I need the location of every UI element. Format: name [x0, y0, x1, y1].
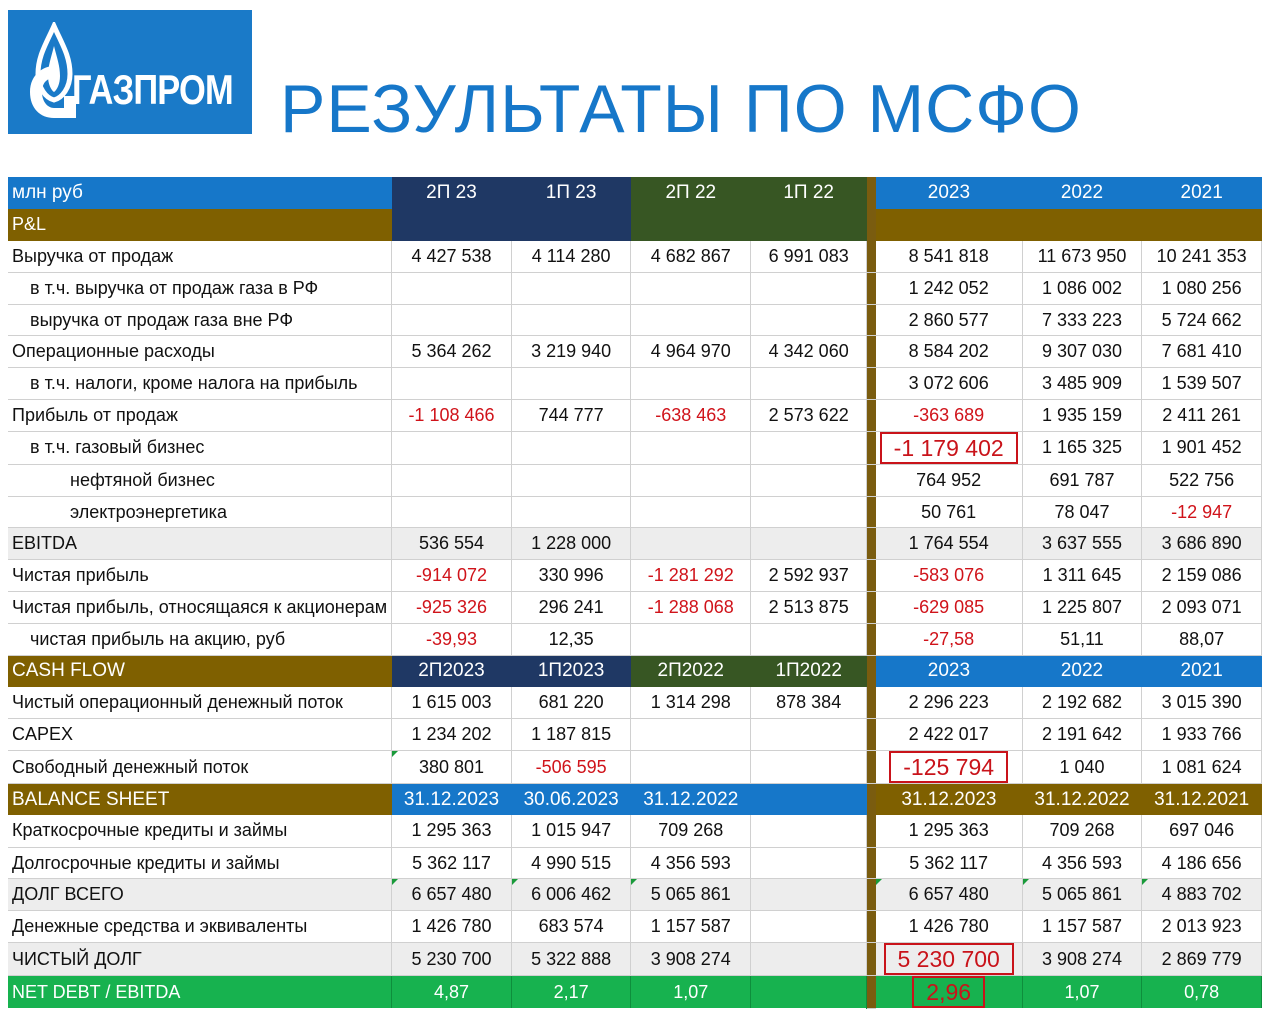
row-label: Операционные расходы [8, 336, 392, 368]
table-row [8, 304, 1262, 336]
value-cell: 1 311 645 [1022, 560, 1142, 592]
column-separator [867, 815, 876, 847]
row-label: Чистый операционный денежный поток [8, 687, 392, 719]
table-row [8, 976, 1262, 1009]
value-cell: 2022 [1022, 177, 1142, 209]
value-cell: 5 065 861 [1022, 879, 1142, 911]
column-separator [867, 592, 876, 624]
value-cell [751, 784, 867, 816]
value-cell: 2023 [876, 177, 1022, 209]
value-cell: 51,11 [1022, 623, 1142, 655]
highlighted-value: -1 179 402 [880, 432, 1018, 464]
section-row [8, 177, 1262, 209]
value-cell: 4 682 867 [631, 241, 751, 273]
value-cell: 7 333 223 [1022, 304, 1142, 336]
value-cell: 5 364 262 [392, 336, 512, 368]
row-label: чистая прибыль на акцию, руб [8, 623, 392, 655]
value-cell [511, 304, 631, 336]
value-cell: 1 157 587 [631, 911, 751, 943]
value-cell: 2 159 086 [1142, 560, 1262, 592]
value-cell: 2 422 017 [876, 719, 1022, 751]
value-cell: 764 952 [876, 464, 1022, 496]
value-cell: 2 513 875 [751, 592, 867, 624]
column-separator [867, 209, 876, 241]
table-row [8, 879, 1262, 911]
value-cell [876, 976, 1022, 1009]
value-cell: 1 081 624 [1142, 751, 1262, 784]
value-cell: 878 384 [751, 687, 867, 719]
value-cell: 1П 23 [511, 177, 631, 209]
table-row [8, 911, 1262, 943]
column-separator [867, 655, 876, 687]
value-cell: 3 637 555 [1022, 528, 1142, 560]
value-cell: 1 015 947 [511, 815, 631, 847]
value-cell: -925 326 [392, 592, 512, 624]
row-label: электроэнергетика [8, 496, 392, 528]
value-cell: 1 295 363 [876, 815, 1022, 847]
column-separator [867, 400, 876, 432]
value-cell: 4 114 280 [511, 241, 631, 273]
value-cell: 1 615 003 [392, 687, 512, 719]
value-cell [392, 272, 512, 304]
table-row [8, 847, 1262, 879]
section-row [8, 209, 1262, 241]
value-cell: -1 281 292 [631, 560, 751, 592]
column-separator [867, 368, 876, 400]
value-cell: 4 356 593 [631, 847, 751, 879]
value-cell: 2 573 622 [751, 400, 867, 432]
value-cell: 4,87 [392, 976, 512, 1009]
table-row [8, 431, 1262, 464]
column-separator [867, 751, 876, 784]
value-cell: 1 187 815 [511, 719, 631, 751]
value-cell: 1 080 256 [1142, 272, 1262, 304]
value-cell [392, 368, 512, 400]
value-cell: 4 356 593 [1022, 847, 1142, 879]
row-label: выручка от продаж газа вне РФ [8, 304, 392, 336]
value-cell: 3 908 274 [1022, 943, 1142, 976]
table-row [8, 241, 1262, 273]
value-cell: -638 463 [631, 400, 751, 432]
row-label: Выручка от продаж [8, 241, 392, 273]
value-cell [751, 623, 867, 655]
value-cell [751, 943, 867, 976]
value-cell [751, 719, 867, 751]
section-row [8, 655, 1262, 687]
value-cell: 4 342 060 [751, 336, 867, 368]
value-cell: 31.12.2023 [392, 784, 512, 816]
row-label: Прибыль от продаж [8, 400, 392, 432]
value-cell: 6 657 480 [876, 879, 1022, 911]
value-cell: 10 241 353 [1142, 241, 1262, 273]
value-cell [1022, 209, 1142, 241]
value-cell: -27,58 [876, 623, 1022, 655]
value-cell: 5 322 888 [511, 943, 631, 976]
value-cell: 1 764 554 [876, 528, 1022, 560]
value-cell: 1 225 807 [1022, 592, 1142, 624]
row-label: в т.ч. выручка от продаж газа в РФ [8, 272, 392, 304]
value-cell: 31.12.2023 [876, 784, 1022, 816]
value-cell [631, 496, 751, 528]
value-cell: 31.12.2022 [631, 784, 751, 816]
value-cell: 2 191 642 [1022, 719, 1142, 751]
value-cell: 1,07 [1022, 976, 1142, 1009]
value-cell [751, 496, 867, 528]
value-cell: 5 230 700 [392, 943, 512, 976]
table-row [8, 592, 1262, 624]
row-label: ЧИСТЫЙ ДОЛГ [8, 943, 392, 976]
value-cell [631, 304, 751, 336]
value-cell: 1 165 325 [1022, 431, 1142, 464]
value-cell: 4 990 515 [511, 847, 631, 879]
column-separator [867, 431, 876, 464]
value-cell [392, 209, 512, 241]
table-row [8, 623, 1262, 655]
value-cell: 3 908 274 [631, 943, 751, 976]
value-cell [751, 751, 867, 784]
value-cell [751, 272, 867, 304]
value-cell [631, 719, 751, 751]
value-cell: 2 192 682 [1022, 687, 1142, 719]
table-row [8, 464, 1262, 496]
table-row [8, 560, 1262, 592]
value-cell: 12,35 [511, 623, 631, 655]
value-cell: 5 362 117 [876, 847, 1022, 879]
table-row [8, 943, 1262, 976]
value-cell: 4 883 702 [1142, 879, 1262, 911]
row-label: Свободный денежный поток [8, 751, 392, 784]
value-cell: 691 787 [1022, 464, 1142, 496]
column-separator [867, 304, 876, 336]
value-cell: 2П 22 [631, 177, 751, 209]
column-separator [867, 560, 876, 592]
value-cell: 6 991 083 [751, 241, 867, 273]
row-label: в т.ч. налоги, кроме налога на прибыль [8, 368, 392, 400]
value-cell: 2021 [1142, 177, 1262, 209]
value-cell: -1 108 466 [392, 400, 512, 432]
column-separator [867, 719, 876, 751]
row-label: ДОЛГ ВСЕГО [8, 879, 392, 911]
table-row [8, 496, 1262, 528]
value-cell: 709 268 [1022, 815, 1142, 847]
highlighted-value: -125 794 [889, 751, 1008, 783]
row-label: млн руб [8, 177, 392, 209]
value-cell [751, 879, 867, 911]
value-cell: 1 539 507 [1142, 368, 1262, 400]
row-label: Чистая прибыль [8, 560, 392, 592]
value-cell: 8 584 202 [876, 336, 1022, 368]
value-cell: -363 689 [876, 400, 1022, 432]
value-cell [751, 464, 867, 496]
table-row [8, 400, 1262, 432]
column-separator [867, 496, 876, 528]
gazprom-logo [8, 10, 252, 134]
value-cell [511, 431, 631, 464]
value-cell: 3 072 606 [876, 368, 1022, 400]
results-table [8, 177, 1262, 1009]
value-cell: 2П2022 [631, 655, 751, 687]
value-cell: -506 595 [511, 751, 631, 784]
column-separator [867, 241, 876, 273]
value-cell: 88,07 [1142, 623, 1262, 655]
row-label: в т.ч. газовый бизнес [8, 431, 392, 464]
value-cell: 2022 [1022, 655, 1142, 687]
column-separator [867, 976, 876, 1009]
value-cell: 2 860 577 [876, 304, 1022, 336]
value-cell: 4 964 970 [631, 336, 751, 368]
value-cell: 681 220 [511, 687, 631, 719]
value-cell: 3 686 890 [1142, 528, 1262, 560]
value-cell: 2 411 261 [1142, 400, 1262, 432]
highlighted-value: 5 230 700 [884, 943, 1014, 975]
row-label: Долгосрочные кредиты и займы [8, 847, 392, 879]
value-cell: 5 362 117 [392, 847, 512, 879]
row-label: CAPEX [8, 719, 392, 751]
value-cell: 78 047 [1022, 496, 1142, 528]
value-cell: 330 996 [511, 560, 631, 592]
row-label: P&L [8, 209, 392, 241]
value-cell [751, 368, 867, 400]
value-cell: 380 801 [392, 751, 512, 784]
column-separator [867, 911, 876, 943]
table-row [8, 815, 1262, 847]
value-cell: 697 046 [1142, 815, 1262, 847]
value-cell: 2023 [876, 655, 1022, 687]
value-cell: 522 756 [1142, 464, 1262, 496]
row-label: Денежные средства и эквиваленты [8, 911, 392, 943]
value-cell [392, 496, 512, 528]
value-cell: 1 426 780 [392, 911, 512, 943]
value-cell: 744 777 [511, 400, 631, 432]
value-cell: 1 295 363 [392, 815, 512, 847]
value-cell: -583 076 [876, 560, 1022, 592]
value-cell: -629 085 [876, 592, 1022, 624]
column-separator [867, 879, 876, 911]
value-cell [392, 431, 512, 464]
value-cell: -1 288 068 [631, 592, 751, 624]
table-row [8, 336, 1262, 368]
row-label: Краткосрочные кредиты и займы [8, 815, 392, 847]
value-cell: 1 935 159 [1022, 400, 1142, 432]
highlighted-value: 2,96 [912, 976, 985, 1008]
value-cell: 11 673 950 [1022, 241, 1142, 273]
value-cell: 2,17 [511, 976, 631, 1009]
value-cell: 536 554 [392, 528, 512, 560]
value-cell: 4 427 538 [392, 241, 512, 273]
value-cell: 31.12.2021 [1142, 784, 1262, 816]
value-cell: 1 314 298 [631, 687, 751, 719]
column-separator [867, 943, 876, 976]
value-cell: 9 307 030 [1022, 336, 1142, 368]
row-label: нефтяной бизнес [8, 464, 392, 496]
value-cell: 2 296 223 [876, 687, 1022, 719]
value-cell: 1 228 000 [511, 528, 631, 560]
value-cell: -39,93 [392, 623, 512, 655]
value-cell [876, 431, 1022, 464]
value-cell [511, 368, 631, 400]
value-cell: 2 013 923 [1142, 911, 1262, 943]
row-label: EBITDA [8, 528, 392, 560]
row-label: BALANCE SHEET [8, 784, 392, 816]
column-separator [867, 784, 876, 816]
column-separator [867, 177, 876, 209]
value-cell [631, 528, 751, 560]
value-cell [511, 496, 631, 528]
value-cell [511, 272, 631, 304]
value-cell: 1 234 202 [392, 719, 512, 751]
value-cell [751, 976, 867, 1009]
value-cell [751, 209, 867, 241]
value-cell: 0,78 [1142, 976, 1262, 1009]
table-row [8, 368, 1262, 400]
value-cell: 1,07 [631, 976, 751, 1009]
value-cell: 1 040 [1022, 751, 1142, 784]
row-label: NET DEBT / EBITDA [8, 976, 392, 1009]
value-cell [631, 368, 751, 400]
value-cell: 5 065 861 [631, 879, 751, 911]
value-cell: 2021 [1142, 655, 1262, 687]
value-cell: 50 761 [876, 496, 1022, 528]
value-cell [751, 528, 867, 560]
column-separator [867, 464, 876, 496]
column-separator [867, 528, 876, 560]
value-cell: 8 541 818 [876, 241, 1022, 273]
column-separator [867, 272, 876, 304]
value-cell: 709 268 [631, 815, 751, 847]
value-cell: 4 186 656 [1142, 847, 1262, 879]
value-cell: 3 219 940 [511, 336, 631, 368]
value-cell: 7 681 410 [1142, 336, 1262, 368]
value-cell: 1П2023 [511, 655, 631, 687]
value-cell: 2 592 937 [751, 560, 867, 592]
value-cell: 2П2023 [392, 655, 512, 687]
value-cell [631, 431, 751, 464]
column-separator [867, 336, 876, 368]
row-label: Чистая прибыль, относящаяся к акционерам [8, 592, 392, 624]
value-cell: 1 242 052 [876, 272, 1022, 304]
section-row [8, 784, 1262, 816]
column-separator [867, 623, 876, 655]
value-cell: 6 657 480 [392, 879, 512, 911]
value-cell [876, 209, 1022, 241]
value-cell: 1 933 766 [1142, 719, 1262, 751]
value-cell: 2П 23 [392, 177, 512, 209]
value-cell: 1 901 452 [1142, 431, 1262, 464]
row-label: CASH FLOW [8, 655, 392, 687]
value-cell [876, 943, 1022, 976]
table-row [8, 272, 1262, 304]
table-row [8, 528, 1262, 560]
value-cell [392, 304, 512, 336]
value-cell [631, 623, 751, 655]
value-cell: -914 072 [392, 560, 512, 592]
value-cell [751, 431, 867, 464]
value-cell: 2 093 071 [1142, 592, 1262, 624]
value-cell [1142, 209, 1262, 241]
value-cell [631, 209, 751, 241]
value-cell [876, 751, 1022, 784]
value-cell [631, 751, 751, 784]
value-cell [751, 847, 867, 879]
value-cell: 2 869 779 [1142, 943, 1262, 976]
table-row [8, 687, 1262, 719]
value-cell: 6 006 462 [511, 879, 631, 911]
value-cell [511, 464, 631, 496]
value-cell: 296 241 [511, 592, 631, 624]
page-title: РЕЗУЛЬТАТЫ ПО МСФО [280, 71, 1082, 147]
value-cell [751, 304, 867, 336]
value-cell [631, 464, 751, 496]
column-separator [867, 687, 876, 719]
logo-text: ГАЗПРОМ [72, 66, 233, 113]
value-cell: 1 086 002 [1022, 272, 1142, 304]
column-separator [867, 847, 876, 879]
value-cell: 3 485 909 [1022, 368, 1142, 400]
value-cell: 1П 22 [751, 177, 867, 209]
value-cell [631, 272, 751, 304]
value-cell [751, 815, 867, 847]
value-cell: 30.06.2023 [511, 784, 631, 816]
value-cell: 1П2022 [751, 655, 867, 687]
value-cell [511, 209, 631, 241]
value-cell: 683 574 [511, 911, 631, 943]
value-cell: -12 947 [1142, 496, 1262, 528]
value-cell: 1 157 587 [1022, 911, 1142, 943]
table-row [8, 751, 1262, 784]
value-cell: 31.12.2022 [1022, 784, 1142, 816]
value-cell: 3 015 390 [1142, 687, 1262, 719]
value-cell: 5 724 662 [1142, 304, 1262, 336]
value-cell [392, 464, 512, 496]
value-cell [751, 911, 867, 943]
value-cell: 1 426 780 [876, 911, 1022, 943]
table-row [8, 719, 1262, 751]
